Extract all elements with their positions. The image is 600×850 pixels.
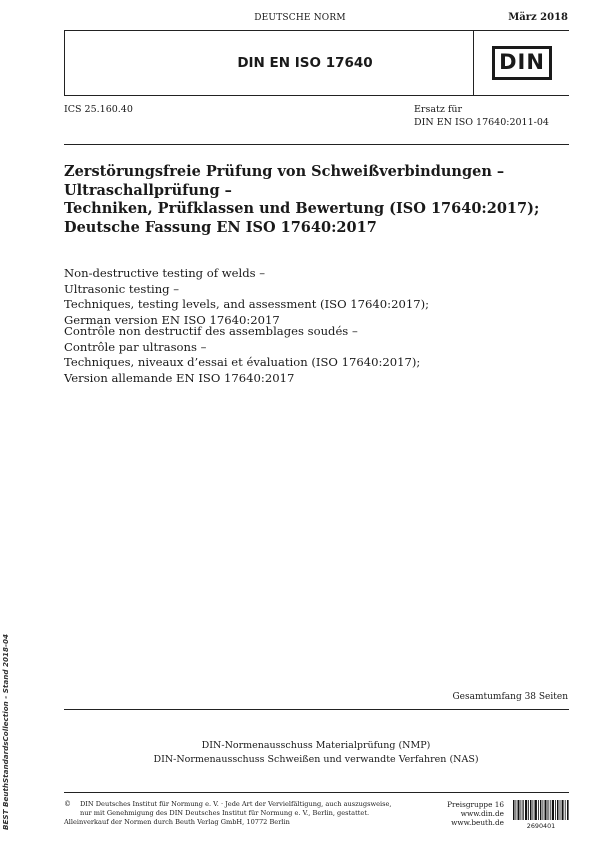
din-logo [492, 46, 552, 80]
copyright-icon: © [64, 800, 71, 808]
title-english [64, 266, 574, 328]
title-german-line: Techniken, Prüfklassen und Bewertung (ISO 17640:2017); [64, 200, 540, 217]
title-english-line: Techniques, testing levels, and assessment (ISO 17640:2017); [64, 297, 429, 311]
collection-side-note: BEST BeuthStandardsCollection - Stand 2018-04 [1, 634, 10, 830]
title-english-line: Non-destructive testing of welds – [64, 266, 266, 280]
standard-number: DIN EN ISO 17640 [237, 55, 373, 71]
committee-name: DIN-Normenausschuss Materialprüfung (NMP) [201, 740, 431, 751]
publication-date: März 2018 [508, 12, 568, 23]
title-german-line: Ultraschallprüfung – [64, 181, 232, 199]
website-din-link[interactable]: www.din.de [460, 809, 504, 818]
title-french [64, 324, 574, 386]
sales-notice: Alleinverkauf der Normen durch Beuth Verlag GmbH, 10772 Berlin [64, 818, 290, 826]
replaces-value: DIN EN ISO 17640:2011-04 [414, 117, 549, 128]
barcode-icon [513, 800, 569, 820]
price-group: Preisgruppe 16 [447, 800, 504, 809]
header-bottom-rule [64, 95, 569, 96]
header-top-rule [64, 30, 569, 31]
title-french-line: Contrôle non destructif des assemblages soudés – [64, 324, 358, 338]
document-number: 2690401 [526, 822, 556, 830]
footer-top-rule [64, 792, 569, 793]
header-divider [473, 30, 474, 96]
total-pages: Gesamtumfang 38 Seiten [452, 692, 568, 702]
title-english-line: German version EN ISO 17640:2017 [64, 312, 280, 327]
website-beuth-link[interactable]: www.beuth.de [451, 818, 504, 827]
replaces-block [414, 103, 549, 129]
title-german [64, 163, 564, 237]
title-german-line: Deutsche Fassung EN ISO 17640:2017 [64, 218, 377, 236]
header-left-border [64, 30, 65, 96]
title-french-line: Techniques, niveaux d’essai et évaluation (ISO 17640:2017); [64, 355, 421, 369]
din-logo-text: DIN [499, 50, 545, 74]
title-french-line: Contrôle par ultrasons – [64, 339, 207, 354]
committee-top-rule [64, 709, 569, 710]
copyright-notice [80, 800, 440, 818]
title-top-rule [64, 144, 569, 145]
title-german-line: Zerstörungsfreie Prüfung von Schweißverbindungen – [64, 163, 505, 180]
committees [64, 739, 568, 767]
committee-name: DIN-Normenausschuss Schweißen und verwandte Verfahren (NAS) [153, 754, 479, 765]
norm-type-label: DEUTSCHE NORM [254, 13, 346, 23]
title-french-line: Version allemande EN ISO 17640:2017 [64, 370, 295, 385]
replaces-label: Ersatz für [414, 104, 463, 115]
copyright-line: DIN Deutsches Institut für Normung e. V. · Jede Art der Vervielfältigung, auch auszugsweise, [80, 800, 392, 808]
copyright-line: nur mit Genehmigung des DIN Deutsches Institut für Normung e. V., Berlin, gestattet. [80, 809, 370, 817]
ics-code: ICS 25.160.40 [64, 104, 133, 115]
price-block [410, 800, 504, 827]
title-english-line: Ultrasonic testing – [64, 281, 180, 296]
